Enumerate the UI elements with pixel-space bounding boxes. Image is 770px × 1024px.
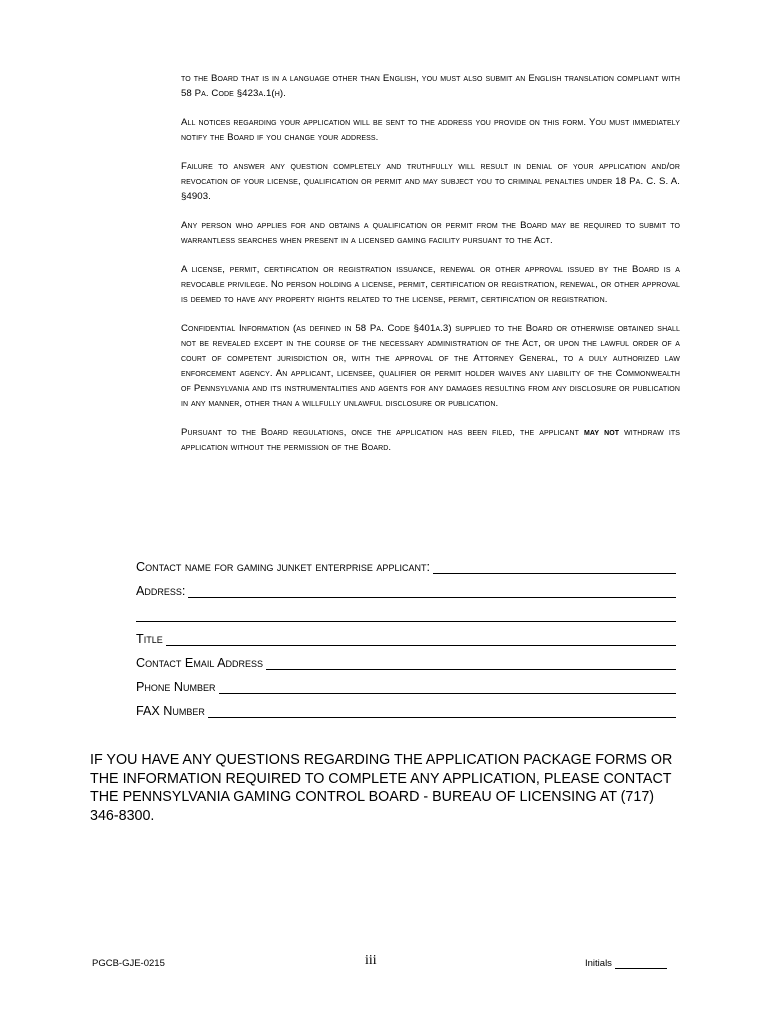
contact-name-field[interactable] [433, 559, 676, 574]
confidential-information-notice: Confidential Information (as defined in 58 Pa. Code §401a.3) supplied to the Board or otherwise obtained shall not be revealed except in the course of the necessary administration of the Act, or upon the lawful order of a court of competent jurisdiction or, with the approval of the Attorney General, to a duly authorized law enforcement agency. An applicant, licensee, qualifier or permit holder waives any liability of the Commonwealth of Pennsylvania and its instrumentalities and agents for any damages resulting from any disclosure or publication in any manner, other than a willfully unlawful disclosure or publication. [181, 323, 680, 409]
failure-to-answer-notice: Failure to answer any question completely and truthfully will result in denial of your application and/or revocation of your license, qualification or permit and may subject you to criminal penalties under 18 Pa. C. S. A. §4903. [181, 161, 680, 202]
warrantless-search-notice: Any person who applies for and obtains a qualification or permit from the Board may be required to submit to warrantless searches when present in a licensed gaming facility pursuant to the Act. [181, 220, 680, 246]
withdraw-text-after: withdraw its application without the permission of the Board. [181, 427, 681, 453]
email-row [136, 646, 676, 670]
withdraw-emphasis: may not [583, 427, 620, 438]
phone-row [136, 670, 676, 694]
address-row [136, 574, 676, 598]
questions-contact-warning: IF YOU HAVE ANY QUESTIONS REGARDING THE APPLICATION PACKAGE FORMS OR THE INFORMATION REQUIRED TO COMPLETE ANY APPLICATION, PLEASE CONTACT THE PENNSYLVANIA GAMING CONTROL BOARD - BUREAU OF LICENSING AT (717) 346-8300. [90, 752, 673, 824]
phone-field[interactable] [219, 679, 677, 694]
fax-label: FAX Number [136, 704, 205, 718]
contact-name-row [136, 550, 676, 574]
address-field-line-2[interactable] [136, 607, 676, 622]
title-row [136, 622, 676, 646]
withdraw-notice [181, 425, 680, 455]
initials-field[interactable] [615, 958, 667, 969]
notices-section [181, 71, 680, 469]
address-field[interactable] [188, 583, 676, 598]
fax-row [136, 694, 676, 718]
contact-name-label: Contact name for gaming junket enterprise applicant: [136, 560, 430, 574]
initials-block [585, 958, 667, 969]
title-label: Title [136, 632, 163, 646]
email-field[interactable] [266, 655, 676, 670]
initials-label: Initials [585, 958, 612, 969]
fax-field[interactable] [208, 703, 676, 718]
email-label: Contact Email Address [136, 656, 264, 670]
address-row-2 [136, 598, 676, 622]
translation-notice: to the Board that is in a language other than English, you must also submit an English translation compliant with 58 Pa. Code §423a.1(h). [181, 73, 680, 99]
title-field[interactable] [166, 631, 676, 646]
page-number: iii [365, 953, 377, 968]
revocable-privilege-notice: A license, permit, certification or registration issuance, renewal or other approval issued by the Board is a revocable privilege. No person holding a license, permit, certification or registration, renewal, or other approval is deemed to have any property rights related to the license, permit, certification or registration. [181, 264, 680, 305]
address-label: Address: [136, 584, 186, 598]
address-notice: All notices regarding your application will be sent to the address you provide on this form. You must immediately notify the Board if you change your address. [181, 117, 680, 143]
form-code: PGCB-GJE-0215 [92, 958, 165, 969]
withdraw-text-before: Pursuant to the Board regulations, once the application has been filed, the applicant [181, 427, 584, 438]
contact-form [136, 550, 676, 718]
phone-label: Phone Number [136, 680, 216, 694]
